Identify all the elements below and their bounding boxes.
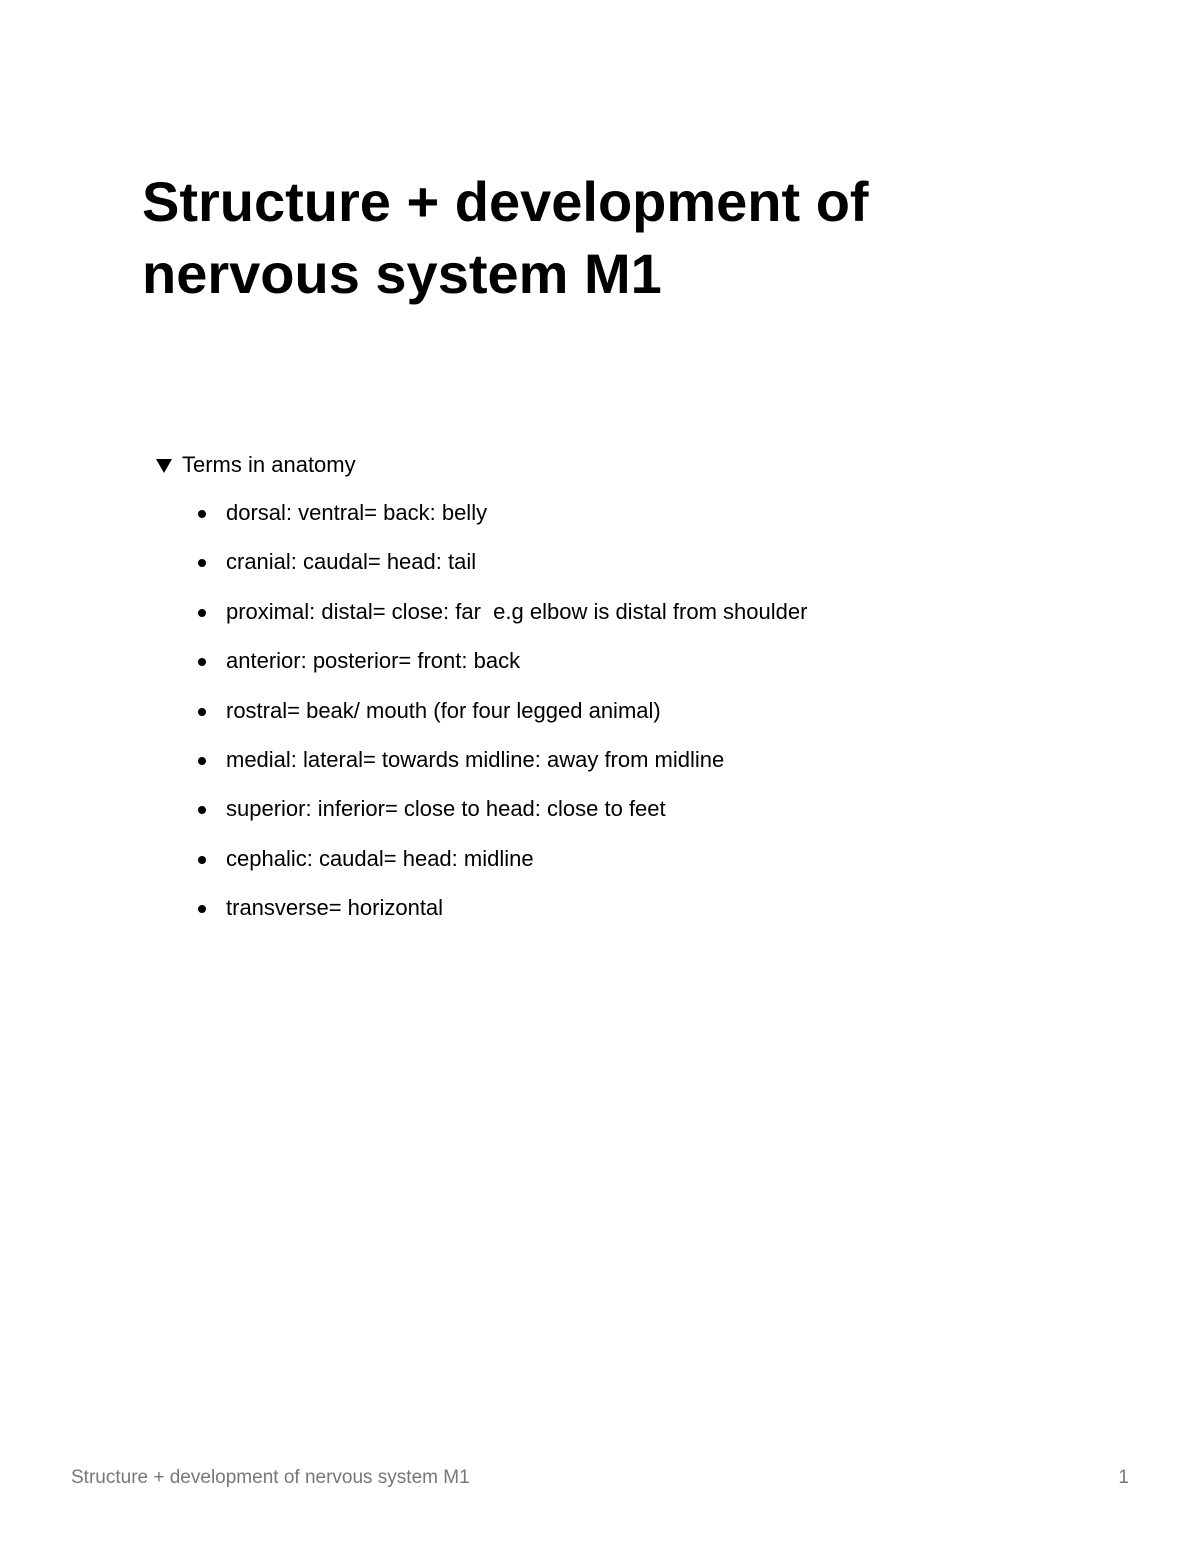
- list-item-text: superior: inferior= close to head: close to feet: [226, 796, 666, 822]
- bullet-icon: [198, 856, 206, 864]
- bullet-icon: [198, 806, 206, 814]
- toggle-block-terms: [156, 450, 1056, 921]
- toggle-label: Terms in anatomy: [182, 452, 356, 477]
- list-item: [198, 745, 807, 794]
- footer-document-title: Structure + development of nervous system M1: [71, 1467, 470, 1488]
- footer-page-number: 1: [1118, 1467, 1129, 1488]
- list-item-text: dorsal: ventral= back: belly: [226, 500, 488, 525]
- bullet-icon: [198, 510, 206, 518]
- list-item-text: anterior: posterior= front: back: [226, 648, 521, 674]
- bullet-list: [198, 498, 807, 943]
- bullet-icon: [198, 559, 206, 567]
- list-item-text: cephalic: caudal= head: midline: [226, 845, 534, 871]
- list-item: [198, 696, 807, 745]
- list-item-text: medial: lateral= towards midline: away from midline: [226, 746, 725, 772]
- list-item: [198, 646, 807, 695]
- list-item: [198, 794, 807, 843]
- bullet-icon: [198, 905, 206, 913]
- bullet-icon: [198, 658, 206, 666]
- bullet-icon: [198, 708, 206, 716]
- list-item: [198, 547, 807, 596]
- list-item-text: transverse= horizontal: [226, 895, 444, 921]
- list-item-text: proximal: distal= close: far e.g elbow is distal from shoulder: [226, 598, 808, 624]
- list-item: [198, 844, 807, 893]
- list-item-text: rostral= beak/ mouth (for four legged animal): [226, 697, 661, 723]
- triangle-down-icon[interactable]: [156, 459, 172, 473]
- list-item: [198, 893, 807, 942]
- list-item: [198, 597, 807, 646]
- list-item: [198, 498, 807, 547]
- bullet-icon: [198, 757, 206, 765]
- page-title: Structure + development of nervous system M1: [142, 170, 869, 305]
- toggle-header[interactable]: [156, 450, 1056, 480]
- bullet-icon: [198, 609, 206, 617]
- list-item-text: cranial: caudal= head: tail: [226, 549, 477, 575]
